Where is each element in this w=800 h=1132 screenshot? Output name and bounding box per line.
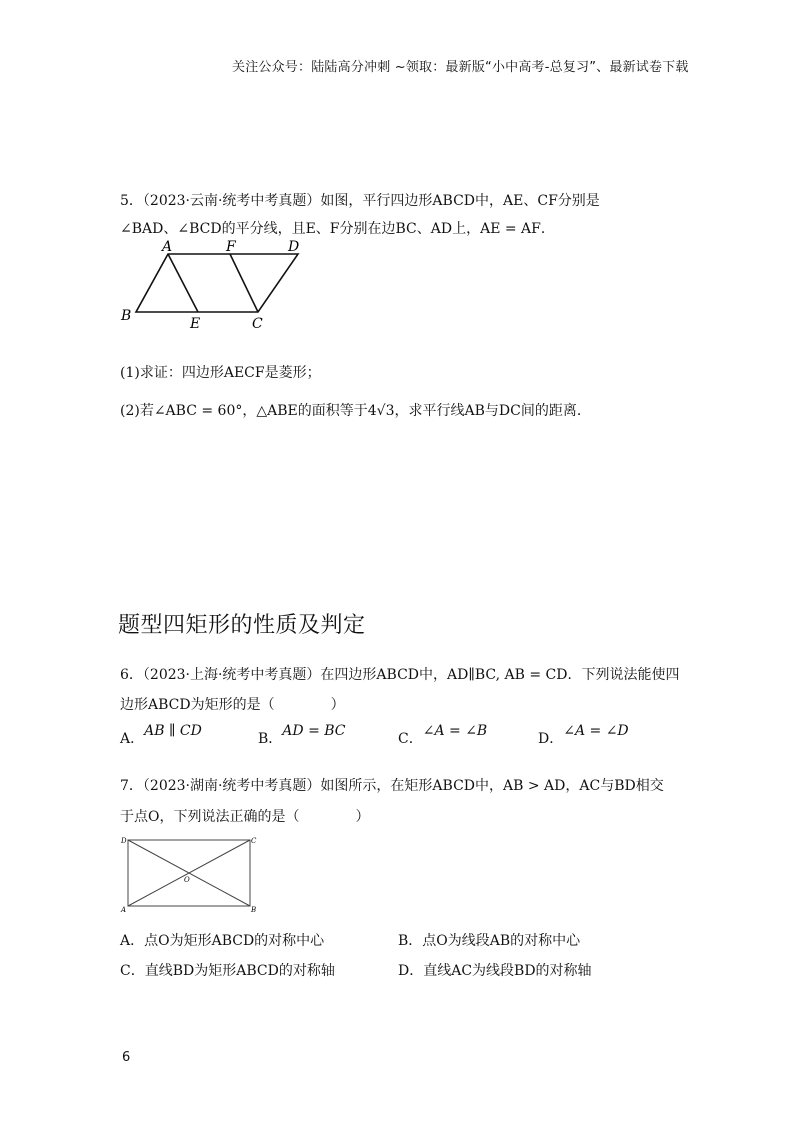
q5-subquestion-2: (2)若∠ABC = 60°，△ABE的面积等于4√3，求平行线AB与DC间的距离． <box>120 403 591 419</box>
q6-option-a <box>120 723 202 748</box>
q7-line1: 7．（2023·湖南·统考中考真题）如图所示，在矩形ABCD中，AB > AD，AC与BD相交 <box>120 778 664 794</box>
q7-line2: 于点O，下列说法正确的是（ ） <box>120 809 370 825</box>
parallelogram-abcd <box>136 254 298 312</box>
page-number: 6 <box>122 1050 131 1065</box>
q7-rectangle-figure <box>120 834 260 914</box>
label-f: F <box>226 240 236 255</box>
label-c: C <box>252 316 263 330</box>
q6-option-d <box>538 723 629 748</box>
q6-line1: 6．（2023·上海·统考中考真题）在四边形ABCD中，AD∥BC, AB = CD．下列说法能使四 <box>120 667 680 683</box>
label-e: E <box>190 316 201 330</box>
label-b: B <box>251 906 257 914</box>
q5-line1: 5．（2023·云南·统考中考真题）如图，平行四边形ABCD中，AE、CF分别是 <box>120 193 600 209</box>
q5-parallelogram-figure <box>118 240 318 330</box>
label-a: A <box>121 906 127 914</box>
label-d: D <box>121 837 127 845</box>
q6-option-b <box>258 723 346 748</box>
option-text: AD = BC <box>282 723 346 739</box>
option-letter: C． <box>398 731 423 747</box>
option-text: AB ∥ CD <box>144 723 202 739</box>
option-text: ∠A = ∠D <box>563 723 629 739</box>
q5-subquestion-1: (1)求证：四边形AECF是菱形； <box>120 365 321 381</box>
q7-option-a: A．点O为矩形ABCD的对称中心 <box>120 933 325 949</box>
q6-line2: 边形ABCD为矩形的是（ ） <box>120 697 345 713</box>
page-header: 关注公众号：陆陆高分冲刺 ~领取：最新版“小中高考-总复习”、最新试卷下载 <box>232 60 689 75</box>
option-letter: A． <box>120 731 145 747</box>
label-b: B <box>121 308 132 324</box>
option-letter: B． <box>258 731 283 747</box>
label-o: O <box>184 876 190 884</box>
q7-option-b: B．点O为线段AB的对称中心 <box>398 933 581 949</box>
q7-option-d: D．直线AC为线段BD的对称轴 <box>398 963 592 979</box>
q6-option-c <box>398 723 488 748</box>
q7-option-c: C．直线BD为矩形ABCD的对称轴 <box>120 963 335 979</box>
label-a: A <box>162 240 173 255</box>
section-title: 题型四矩形的性质及判定 <box>118 613 366 638</box>
label-d: D <box>288 240 300 255</box>
option-text: ∠A = ∠B <box>422 723 488 739</box>
segment-fc <box>230 254 258 312</box>
q5-line2: ∠BAD、∠BCD的平分线，且E、F分别在边BC、AD上，AE = AF． <box>120 221 555 237</box>
label-c: C <box>251 837 257 845</box>
segment-ae <box>168 254 198 312</box>
option-letter: D． <box>538 731 564 747</box>
